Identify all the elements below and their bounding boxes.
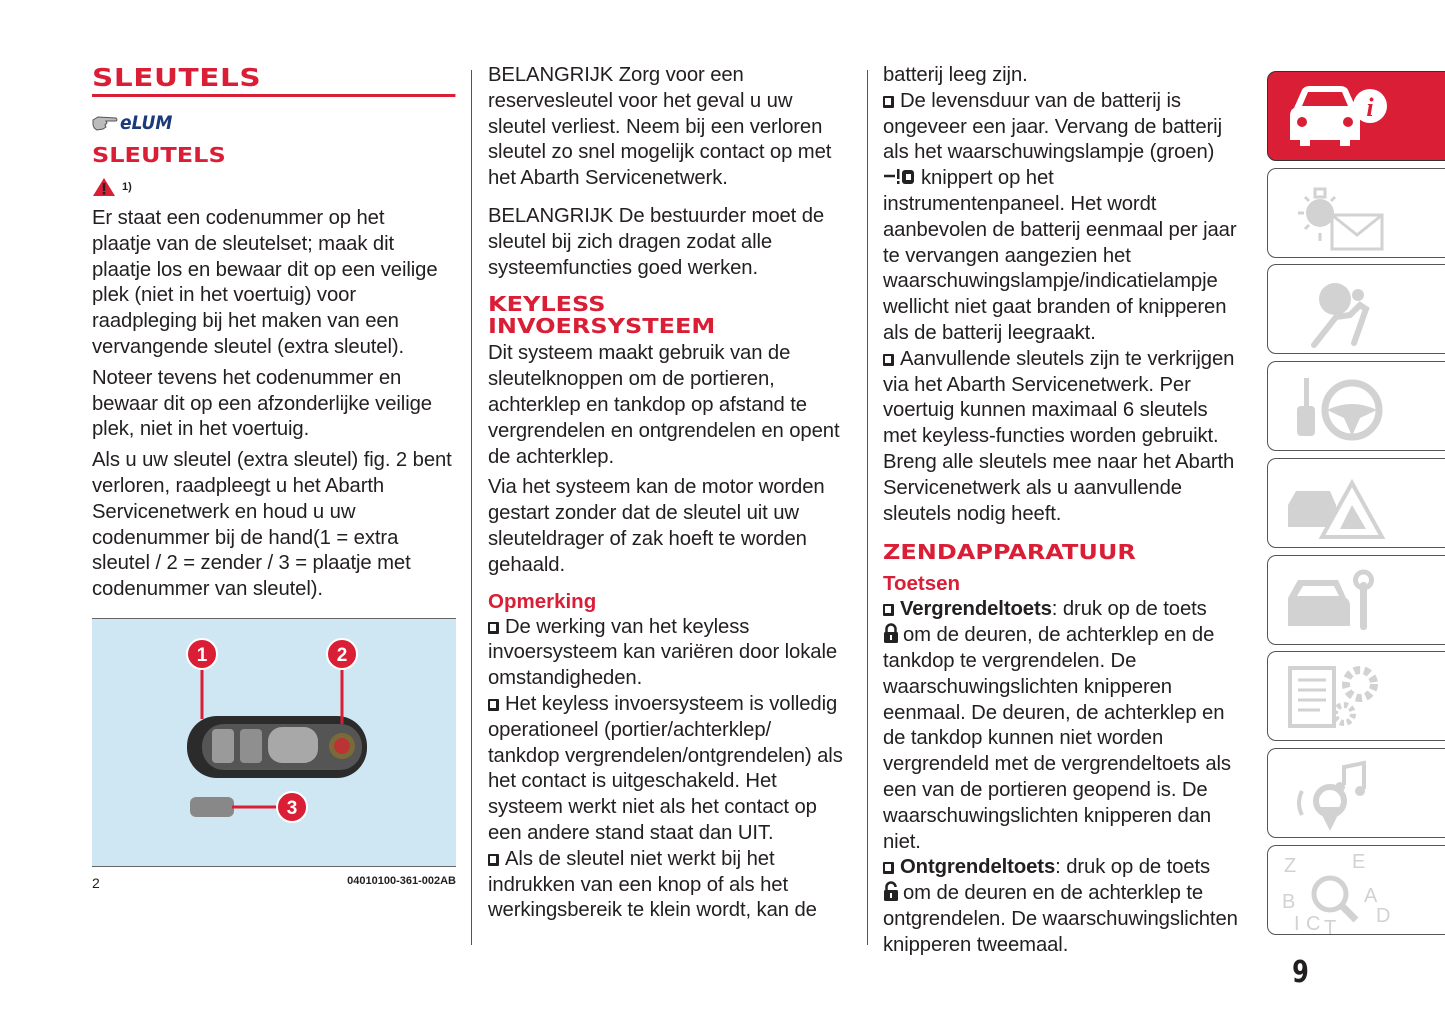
text-line: Breng alle sleutels mee naar het Abarth: [883, 450, 1235, 473]
text-segment: Als de sleutel niet werkt bij het: [505, 847, 775, 870]
text-line: [883, 855, 1255, 881]
page-number: 9: [1292, 955, 1309, 990]
text-line: waarschuwingslichten knipperen dan: [883, 804, 1212, 827]
bullet-item: [488, 615, 860, 692]
text-segment: De werking van het keyless: [505, 615, 750, 638]
callout-2: [327, 639, 357, 669]
text-segment: om de deuren, de achterklep en de: [903, 624, 1215, 647]
text-line: batterij leeg zijn.: [883, 64, 1028, 86]
subheading: Toetsen: [883, 572, 961, 596]
text-line: aanbevolen de batterij eenmaal per jaar: [883, 218, 1237, 241]
chapter-tab-multimedia[interactable]: [1267, 748, 1445, 838]
text-line: achterklep en tankdop op afstand te: [488, 393, 807, 416]
chapter-tab-car-info[interactable]: [1267, 71, 1445, 161]
car-accident-warning-icon: [1280, 465, 1390, 543]
text-line: indrukken van een knop of als het: [488, 873, 788, 896]
text-line: niet.: [883, 830, 921, 853]
column-2: [488, 63, 860, 924]
section-heading-line: KEYLESS: [488, 292, 606, 317]
text-line: ontgrendelen. De waarschuwingslichten: [883, 907, 1238, 930]
text-line: tankdop vergrendelen/ontgrendelen) als: [488, 744, 843, 767]
chapter-tab-car-wrench[interactable]: [1267, 555, 1445, 645]
text-line: het contact is uitgeschakeld. Het: [488, 770, 777, 793]
key-battery-warning-icon: [883, 167, 917, 187]
chapter-tab-car-accident-warning[interactable]: [1267, 458, 1445, 548]
section-title: [92, 63, 455, 97]
bullet-square-icon: [488, 699, 499, 711]
text-line: het Abarth Servicenetwerk.: [488, 167, 728, 190]
text-line: BELANGRIJK Zorg voor een: [488, 64, 744, 86]
svg-text:C: C: [1306, 912, 1321, 934]
text-line: sleutel bij zich dragen zodat alle: [488, 230, 773, 253]
text-line: vergrendeld met de vergrendeltoets als: [883, 753, 1231, 776]
bullet-square-icon: [488, 854, 499, 866]
bullet-item: [488, 692, 860, 847]
text-line: Servicenetwerk en houd u uw: [92, 500, 356, 523]
elum-label[interactable]: eLUM: [120, 112, 173, 134]
text-line: [488, 847, 860, 873]
text-line: codenummer bij de hand(1 = extra: [92, 526, 399, 549]
column-1-text: [92, 206, 456, 603]
text-line: systeemfuncties goed werken.: [488, 256, 759, 279]
text-line: de achterklep.: [488, 445, 615, 468]
text-line: [883, 623, 1255, 649]
warning-ref-number: 1): [122, 181, 132, 193]
svg-text:D: D: [1376, 904, 1390, 927]
svg-text:2: 2: [336, 644, 348, 666]
text-line: instrumentenpaneel. Het wordt: [883, 192, 1157, 215]
pointing-hand-icon: [92, 114, 118, 132]
airbag-seatbelt-icon: [1280, 271, 1390, 349]
key-steering-wheel-icon: [1280, 368, 1390, 446]
paragraph: [92, 448, 456, 603]
section-title-text: SLEUTELS: [92, 63, 262, 92]
svg-text:1: 1: [196, 644, 208, 666]
text-line: vergrendelen en ontgrendelen en opent: [488, 419, 840, 442]
paragraph: [883, 63, 1255, 89]
chapter-tab-key-steering-wheel[interactable]: [1267, 361, 1445, 451]
bullet-square-icon: [883, 96, 894, 108]
bullet-square-icon: [883, 604, 894, 616]
text-line: Dit systeem maakt gebruik van de: [488, 342, 791, 365]
text-line: werkingsbereik te klein wordt, kan de: [488, 899, 817, 922]
bold-term: Vergrendeltoets: [900, 598, 1052, 621]
text-line: waarschuwingslichten knipperen: [883, 675, 1172, 698]
svg-text:I: I: [1294, 912, 1300, 934]
column-divider: [471, 70, 472, 945]
text-segment: Het keyless invoersysteem is volledig: [505, 692, 838, 715]
bullet-item: [883, 347, 1255, 528]
paragraph: [488, 63, 860, 192]
paragraph: [488, 204, 860, 281]
warning-reference: [92, 176, 456, 198]
text-line: een van de portieren geopend is. De: [883, 778, 1208, 801]
text-line: [883, 166, 1255, 192]
text-segment: knippert op het: [921, 167, 1054, 190]
text-line: codenummer van sleutel).: [92, 578, 323, 601]
text-segment: De levensduur van de batterij is: [900, 89, 1181, 112]
text-line: Via het systeem kan de motor worden: [488, 476, 825, 499]
text-line: [488, 692, 860, 718]
subheading: Opmerking: [488, 589, 597, 613]
text-line: knipperen tweemaal.: [883, 933, 1069, 956]
column-1: [92, 63, 456, 891]
section-heading: [488, 293, 860, 337]
svg-text:Z: Z: [1284, 854, 1297, 877]
text-line: met keyless-functies worden gebruikt.: [883, 425, 1219, 448]
text-line: reservesleutel voor het geval u uw: [488, 89, 793, 112]
text-line: [488, 615, 860, 641]
text-line: Servicenetwerk als u aanvullende: [883, 476, 1182, 499]
paragraph: [92, 206, 456, 361]
chapter-tab-airbag-seatbelt[interactable]: [1267, 264, 1445, 354]
text-line: plek, niet in het voertuig.: [92, 418, 310, 441]
warning-light-message-icon: [1280, 175, 1390, 253]
text-line: ongeveer een jaar. Vervang de batterij: [883, 115, 1222, 138]
bullet-square-icon: [883, 862, 894, 874]
text-line: Er staat een codenummer op het: [92, 207, 385, 229]
specs-gear-icon: [1280, 658, 1390, 736]
chapter-tab-warning-light-message[interactable]: [1267, 168, 1445, 258]
section-heading: [883, 541, 1255, 563]
subsection-title: SLEUTELS: [92, 143, 226, 167]
svg-text:E: E: [1352, 851, 1366, 873]
svg-text:i: i: [1366, 93, 1374, 122]
svg-text:T: T: [1324, 916, 1337, 934]
text-line: sleutels nodig heeft.: [883, 502, 1062, 525]
text-line: de tankdop kunnen niet worden: [883, 727, 1164, 750]
section-heading-line: ZENDAPPARATUUR: [883, 540, 1136, 565]
figure-caption: [92, 875, 456, 891]
paragraph: [92, 366, 456, 443]
text-line: sleutel verliest. Neem bij een verloren: [488, 115, 823, 138]
text-line: plek (niet in het voertuig) voor: [92, 284, 356, 307]
text-line: gestart zonder dat de sleutel uit uw: [488, 502, 799, 525]
text-line: eenmaal. De deuren, de achterklep en: [883, 701, 1225, 724]
chapter-tab-alphabetical-index[interactable]: [1267, 845, 1445, 935]
text-line: vervangende sleutel (extra sleutel).: [92, 335, 405, 358]
column-3: [883, 63, 1255, 959]
text-segment: : druk op de toets: [1055, 856, 1211, 879]
text-line: als het waarschuwingslampje (groen): [883, 141, 1215, 164]
svg-text:A: A: [1364, 884, 1378, 907]
bullet-item: [488, 847, 860, 924]
text-line: gehaald.: [488, 553, 566, 576]
text-line: Als u uw sleutel (extra sleutel) fig. 2 bent: [92, 449, 452, 472]
warning-triangle-icon: [92, 177, 116, 197]
text-line: raadpleging bij het maken van een: [92, 310, 399, 333]
text-line: plaatje los en bewaar dit op een veilige: [92, 258, 438, 281]
bullet-item: [883, 89, 1255, 347]
text-line: sleuteldrager of zak hoeft te worden: [488, 527, 807, 550]
chapter-tab-specs-gear[interactable]: [1267, 651, 1445, 741]
callout-1: [187, 639, 217, 669]
text-line: tankdop te vergrendelen. De: [883, 649, 1137, 672]
lock-closed-icon: [883, 623, 899, 644]
text-line: BELANGRIJK De bestuurder moet de: [488, 204, 825, 227]
bold-term: Ontgrendeltoets: [900, 856, 1056, 879]
key-fob-illustration: [92, 619, 456, 866]
text-line: Noteer tevens het codenummer en: [92, 366, 402, 389]
text-line: sleutel / 2 = zender / 3 = plaatje met: [92, 552, 411, 575]
paragraph: [488, 475, 860, 578]
text-line: te vervangen aangezien het: [883, 244, 1131, 267]
text-line: systeem werkt niet als het contact op: [488, 796, 817, 819]
text-line: een andere stand staat dan UIT.: [488, 821, 774, 844]
figure-code: 04010100-361-002AB: [347, 874, 456, 887]
svg-text:3: 3: [286, 797, 298, 819]
text-line: [883, 597, 1255, 623]
text-line: omstandigheden.: [488, 667, 643, 690]
figure-number: 2: [92, 874, 100, 891]
text-line: als de batterij leegraakt.: [883, 321, 1096, 344]
elum-link[interactable]: [92, 111, 456, 135]
text-line: invoersysteem kan variëren door lokale: [488, 641, 838, 664]
text-line: verloren, raadpleegt u het Abarth: [92, 474, 385, 497]
car-wrench-icon: [1280, 562, 1390, 640]
text-line: bewaar dit op een afzonderlijke veilige: [92, 392, 432, 415]
svg-text:B: B: [1282, 890, 1296, 913]
text-line: wellicht niet gaat branden of knipperen: [883, 296, 1227, 319]
text-line: via het Abarth Servicenetwerk. Per: [883, 373, 1191, 396]
multimedia-icon: [1280, 755, 1390, 833]
text-line: plaatje van de sleutelset; maak dit: [92, 232, 395, 255]
alphabetical-index-icon: [1280, 852, 1390, 934]
text-line: operationeel (portier/achterklep/: [488, 718, 772, 741]
section-heading-line: INVOERSYSTEEM: [488, 314, 716, 339]
bullet-square-icon: [488, 622, 499, 634]
bullet-item: [883, 597, 1255, 855]
text-line: waarschuwingslampje/indicatielampje: [883, 270, 1218, 293]
bullet-square-icon: [883, 354, 894, 366]
text-line: voertuig kunnen maximaal 6 sleutels: [883, 399, 1208, 422]
car-info-icon: [1280, 78, 1390, 156]
callout-3: [277, 792, 307, 822]
text-line: sleutel zo snel mogelijk contact op met: [488, 141, 832, 164]
text-line: [883, 347, 1255, 373]
text-line: sleutelknoppen om de portieren,: [488, 368, 775, 391]
column-divider: [867, 70, 868, 945]
text-segment: Aanvullende sleutels zijn te verkrijgen: [900, 347, 1235, 370]
lock-open-icon: [883, 881, 899, 902]
text-segment: : druk op de toets: [1051, 598, 1207, 621]
key-figure: [92, 618, 456, 867]
text-line: [883, 89, 1255, 115]
text-segment: om de deuren en de achterklep te: [903, 882, 1204, 905]
text-line: [883, 881, 1255, 907]
paragraph: [488, 341, 860, 470]
bullet-item: [883, 855, 1255, 958]
